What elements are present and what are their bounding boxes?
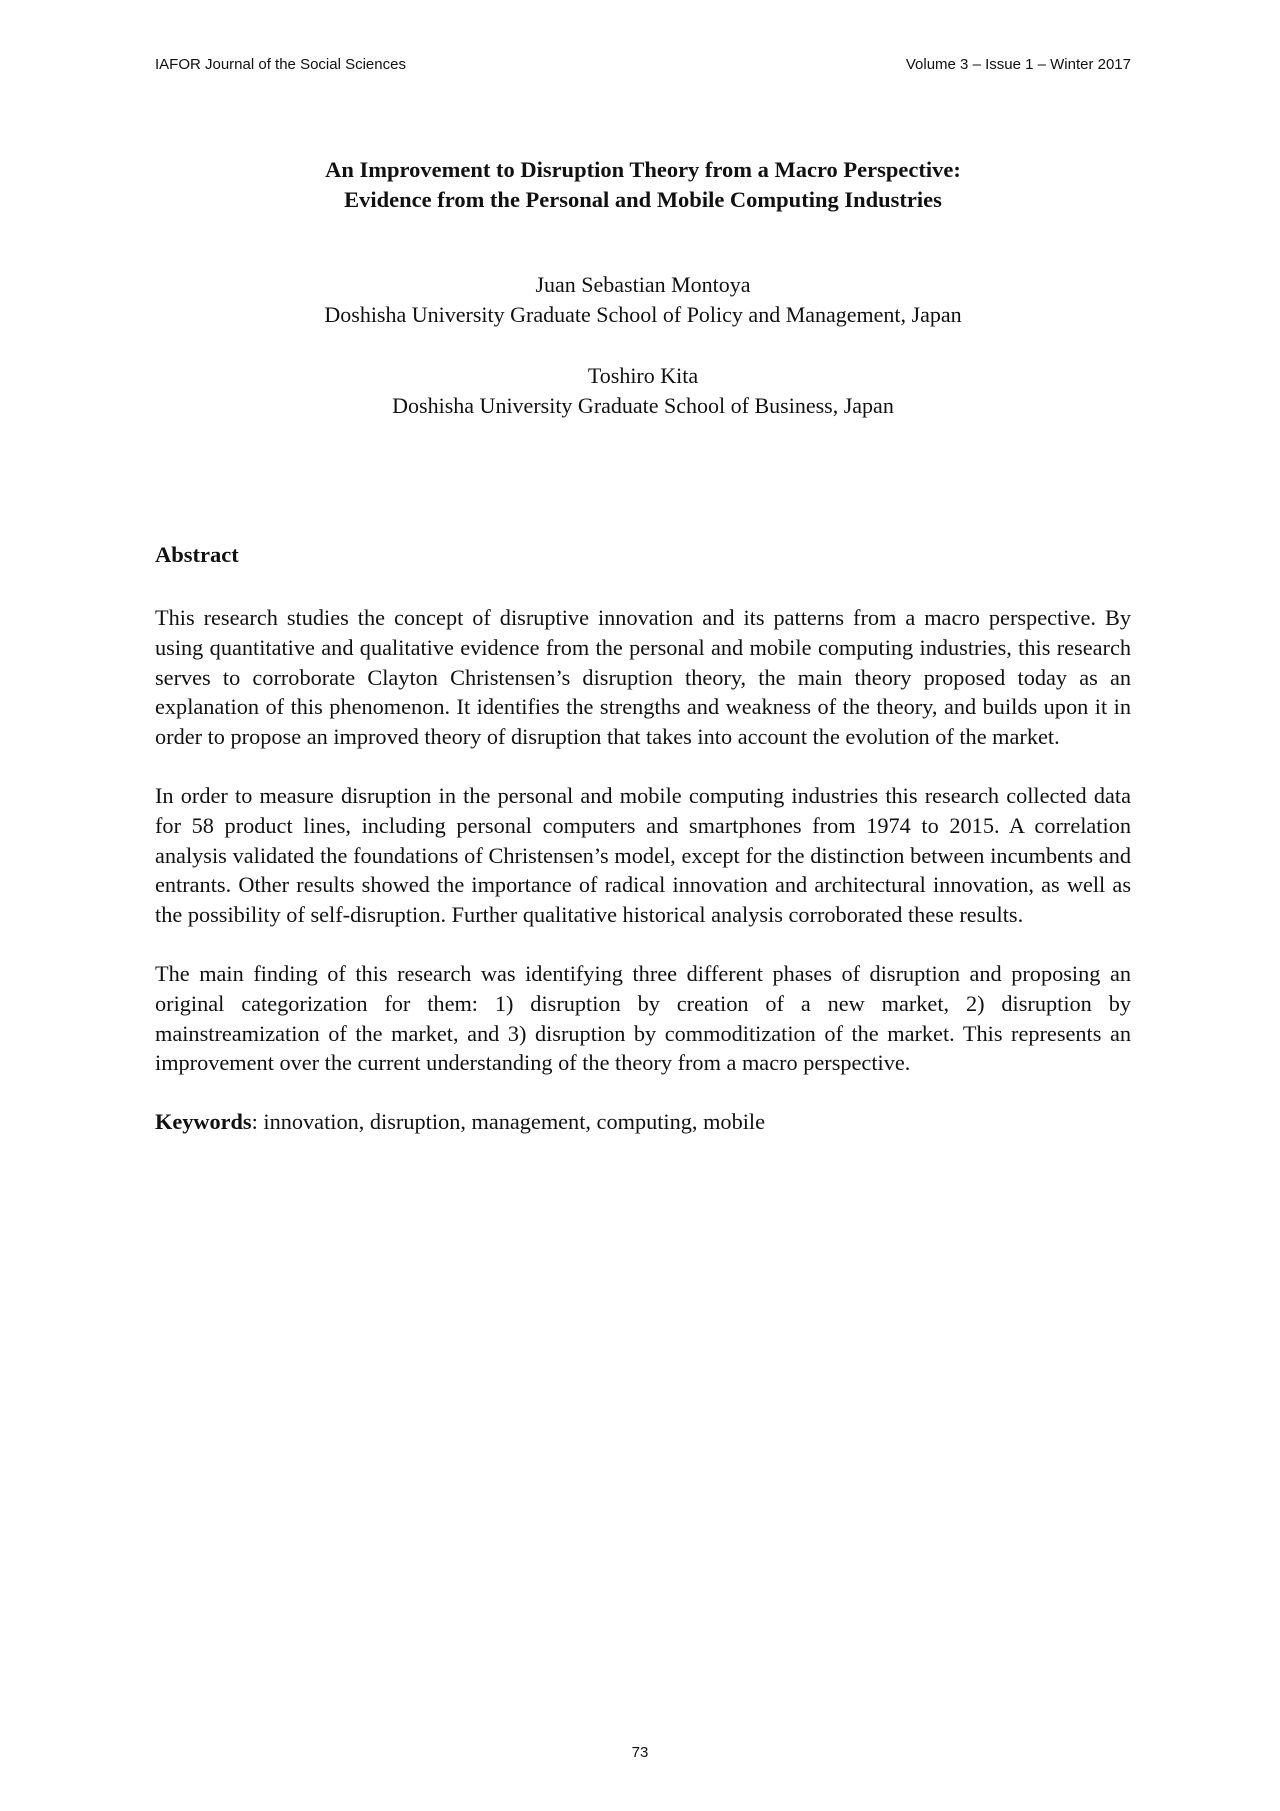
journal-name: IAFOR Journal of the Social Sciences: [155, 56, 406, 73]
abstract-paragraph: In order to measure disruption in the personal and mobile computing industries this research collected data for 58 product lines, including personal computers and smartphones from 1974 to 2015. A correlation analysis validated the foundations of Christensen’s model, except for the distinction between incumbents and entrants. Other results showed the importance of radical innovation and architectural innovation, as well as the possibility of self-disruption. Further qualitative historical analysis corroborated these results.: [155, 782, 1131, 928]
author-name: Toshiro Kita: [587, 363, 699, 388]
running-header: [155, 56, 1131, 73]
author-name: Juan Sebastian Montoya: [535, 272, 751, 297]
author-block-1: [155, 270, 1131, 330]
keywords-label: Keywords: [155, 1109, 252, 1135]
paper-title: [155, 155, 1131, 215]
keywords-line: [155, 1107, 1131, 1137]
title-line-1: An Improvement to Disruption Theory from a Macro Perspective:: [325, 157, 961, 182]
author-affiliation: Doshisha University Graduate School of Business, Japan: [392, 393, 894, 418]
abstract-heading: Abstract: [155, 542, 239, 567]
author-block-2: [155, 361, 1131, 421]
abstract-paragraph: This research studies the concept of disruptive innovation and its patterns from a macro perspective. By using quantitative and qualitative evidence from the personal and mobile computing industries, this research serves to corroborate Clayton Christensen’s disruption theory, the main theory proposed today as an explanation of this phenomenon. It identifies the strengths and weakness of the theory, and builds upon it in order to propose an improved theory of disruption that takes into account the evolution of the market.: [155, 605, 1131, 750]
author-affiliation: Doshisha University Graduate School of Policy and Management, Japan: [324, 302, 962, 327]
page-number: 73: [631, 1744, 649, 1761]
abstract-body: [155, 603, 1131, 1166]
abstract-paragraph: The main finding of this research was identifying three different phases of disruption and proposing an original categorization for them: 1) disruption by creation of a new market, 2) disruption by mainstreamization of the market, and 3) disruption by commoditization of the market. This represents an improvement over the current understanding of the theory from a macro perspective.: [155, 960, 1131, 1076]
issue-info: Volume 3 – Issue 1 – Winter 2017: [905, 56, 1131, 73]
title-line-2: Evidence from the Personal and Mobile Computing Industries: [344, 187, 942, 212]
keywords-text: : innovation, disruption, management, computing, mobile: [251, 1109, 765, 1135]
